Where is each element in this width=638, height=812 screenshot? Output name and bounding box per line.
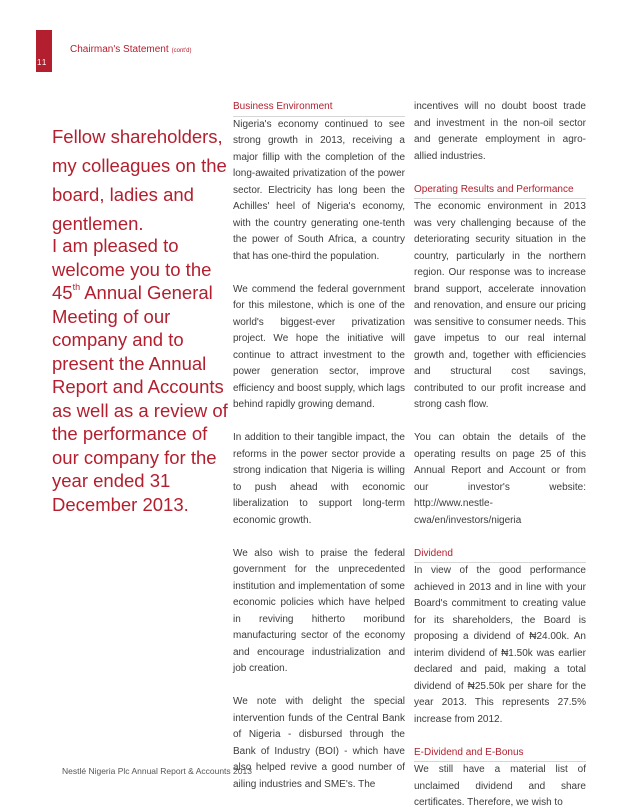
- header-title-suffix: (cont'd): [171, 48, 192, 54]
- body-column-right: [414, 99, 586, 812]
- paragraph: The economic environment in 2013 was very challenging because of the deteriorating security situation in the country, particularly in the northern region. Our response was to increase brand support, accelerate innovation and renovation, and ensure our pricing was sensitive to consumer needs. This gave impetus to our real internal growth and, together with efficiencies and structural cost savings, contributed to our profit increase and strong cash flow.: [414, 201, 586, 410]
- header-title: Chairman's Statement: [70, 44, 169, 55]
- lead-welcome-text: I am pleased to welcome you to the 45: [52, 235, 212, 303]
- running-header: [70, 44, 191, 55]
- lead-welcome-message: [52, 234, 228, 516]
- paragraph: In addition to their tangible impact, the reforms in the power sector provide a strong indication that Nigeria is willing to push ahead with economic liberalization to support long-term economic growth.: [233, 432, 405, 526]
- paragraph: Nigeria's economy continued to see strong growth in 2013, receiving a major fillip with the completion of the long-awaited privatization of the power sector. Electricity has long been the Achilles' heel of Nigeria's economy, with the country generating one-tenth the power of South Africa, a country that has one-third the population.: [233, 118, 405, 262]
- page-footer: Nestlé Nigeria Plc Annual Report & Accounts 2013: [62, 766, 252, 776]
- page-number: 11: [37, 58, 48, 67]
- lead-welcome-text-rest: Annual General Meeting of our company and to present the Annual Report and Accounts as well as a review of the performance of our company for the year ended 31 December 2013.: [52, 282, 228, 515]
- lead-greeting: Fellow shareholders, my colleagues on the board, ladies and gentlemen.: [52, 126, 227, 234]
- body-column-left: [233, 99, 405, 793]
- paragraph: incentives will no doubt boost trade and investment in the non-oil sector and generate employment in agro-allied industries.: [414, 101, 586, 162]
- paragraph: In view of the good performance achieved in 2013 and in line with your Board's commitment to creating value for its shareholders, the Board is proposing a dividend of ₦24.00k. An interim dividend of ₦1.50k was earlier declared and paid, making a total dividend of ₦25.50k per share for the year 2013. This represents 27.5% increase from 2012.: [414, 565, 586, 725]
- paragraph: We also wish to praise the federal government for the unprecedented institution and implementation of some economic policies which have helped in reviving hitherto moribund manufacturing sector of the economy and encourage industrialization and job creation.: [233, 547, 405, 674]
- heading-operating-results: Operating Results and Performance: [414, 183, 574, 195]
- heading-e-dividend: E-Dividend and E-Bonus: [414, 746, 524, 758]
- lead-welcome-ordinal: th: [72, 282, 81, 292]
- heading-business-environment: Business Environment: [233, 101, 333, 112]
- paragraph: We note with delight the special intervention funds of the Central Bank of Nigeria - disbursed through the Bank of Industry (BOI) - which have also helped revive a good number of ailing industries and SME's. The: [233, 696, 405, 790]
- paragraph: You can obtain the details of the operating results on page 25 of this Annual Report and Account or from our investor's website: http://www.nestle-cwa/en/investors/nigeria: [414, 432, 586, 526]
- paragraph: We commend the federal government for this milestone, which is one of the world's biggest-ever privatization project. We hope the initiative will continue to attract investment to the power generation sector, improve efficiency and boost supply, which lags behind rapidly growing demand.: [233, 283, 405, 410]
- paragraph: We still have a material list of unclaimed dividend and share certificates. Therefore, we wish to: [414, 764, 586, 808]
- heading-dividend: Dividend: [414, 547, 453, 559]
